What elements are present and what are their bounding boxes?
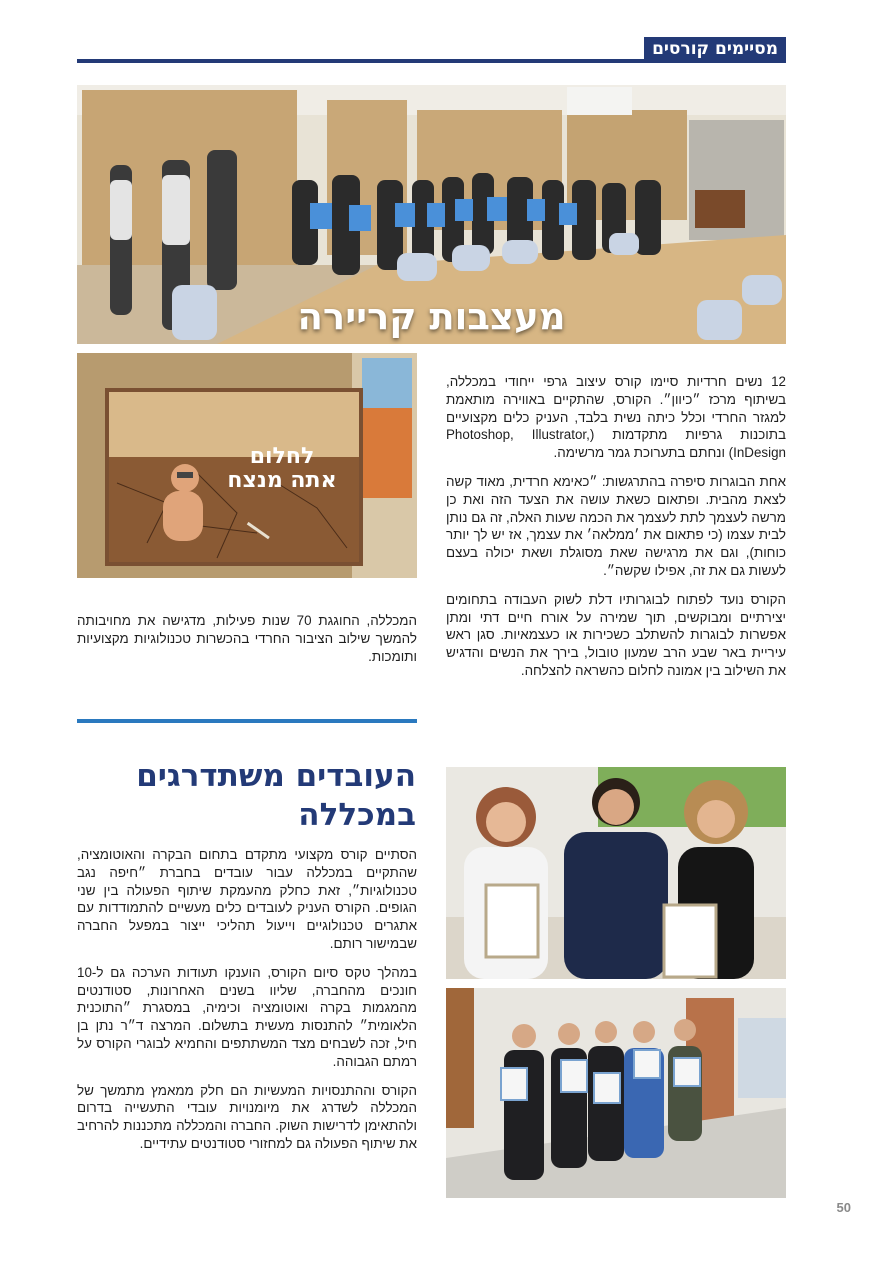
article1-side-text: המכללה, החוגגת 70 שנות פעילות, מדגישה את מחויבותה להמשך שילוב הציבור החרדי בהכשרות טכנולוגיות מקצועיות ותומכות.: [77, 613, 417, 664]
article1-paragraph: הקורס נועד לפתוח לבוגרותיו דלת לשוק העבודה בתחומים יצירתיים ומבוקשים, תוך שמירה על אורח חיים דתי ומתן אפשרות לבוגרות להשתלב כשכירות או כעצמאיות. סגן ראש עיריית באר שבע הרב שמעון טובול, בירך את הנשים והדגיש את השילוב בין אמונה לחלום כהשראה להצלחה.: [446, 591, 786, 678]
article1-side-paragraph: [77, 612, 417, 676]
article2-paragraph: במהלך טקס סיום הקורס, הוענקו תעודות הערכה גם ל-10 חונכים מהחברה, שליוו בשנים האחרונות, סטודנטים מהמגמות בקרה ואוטומציה וכימיה, במסגרת ״התוכנית הלאומית״ להתנסות מעשית בתשלום. המרצה ד״ר נתן בן חיל, זכה לשבחים מצד המשתתפים והחמיא לבוגרי הקורס על רמתם הגבוהה.: [77, 964, 417, 1069]
article1-body: [446, 373, 786, 691]
section-divider: [77, 719, 417, 723]
section-label: מסיימים קורסים: [644, 37, 786, 61]
page-number: 50: [836, 1200, 851, 1215]
hero-photo: [77, 85, 786, 344]
article2-paragraph: הסתיים קורס מקצועי מתקדם בתחום הבקרה והאוטומציה, שהתקיים במכללה עבור עובדים בחברת ״חיפה נגב טכנולוגיות״, זאת כחלק מהעמקת שיתוף הפעולה בין שני הגופים. הקורס העניק לעובדים כלים מעשיים להתמודדות עם אתגרים טכנולוגיים וייעול תהליכי ייצור במפעל החברה שבמישור רותם.: [77, 847, 417, 951]
poster-headline: לחלום אתה מנצח: [227, 444, 337, 493]
certificate-photo: [446, 767, 786, 979]
header-rule: [77, 59, 786, 63]
article2-paragraph: הקורס וההתנסויות המעשיות הם חלק ממאמץ מתמשך של המכללה לשדרג את מיומנויות עובדי התעשייה בדרום ולהתאימן לדרישות השוק. החברה והמכללה מתכננות להרחיב את שיתוף הפעולה גם למחזורי סטודנטים עתידיים.: [77, 1082, 417, 1151]
article2-title: העובדים משתדרגים במכללה: [136, 758, 416, 833]
article2-body: [77, 846, 417, 1164]
poster-photo: [77, 353, 417, 578]
article1-paragraph: 12 נשים חרדיות סיימו קורס עיצוב גרפי ייחודי במכללה, בשיתוף מרכז ״כיוון״. הקורס, שהתקיים באווירה מותאמת למגזר החרדי וכלל כיתה נשית בלבד, העניק כלים מקצועיים בתוכנות גרפיות מתקדמות (Photoshop, Illustrator, InDesign) ונחתם בתערוכת גמר מרשימה.: [446, 374, 786, 461]
group-photo: [446, 988, 786, 1198]
hero-title: מעצבות קריירה: [297, 295, 566, 338]
article1-paragraph: אחת הבוגרות סיפרה בהתרגשות: ״כאימא חרדית, מאוד קשה לצאת מהבית. ופתאום כשאת עושה את הצעד הזה ואת כן מרשה לעצמך לתת לעצמך את הכמה שעות האלה, זה גם נותן לבית עצמו (כי פתאום את ׳ממלאה׳ את עצמך, אז יש לך יותר כוחות), וגם את מרגישה שאת מסוגלת ושאת יכולה בעצם לעשות גם את זה, אפילו שקשה״.: [446, 473, 786, 578]
